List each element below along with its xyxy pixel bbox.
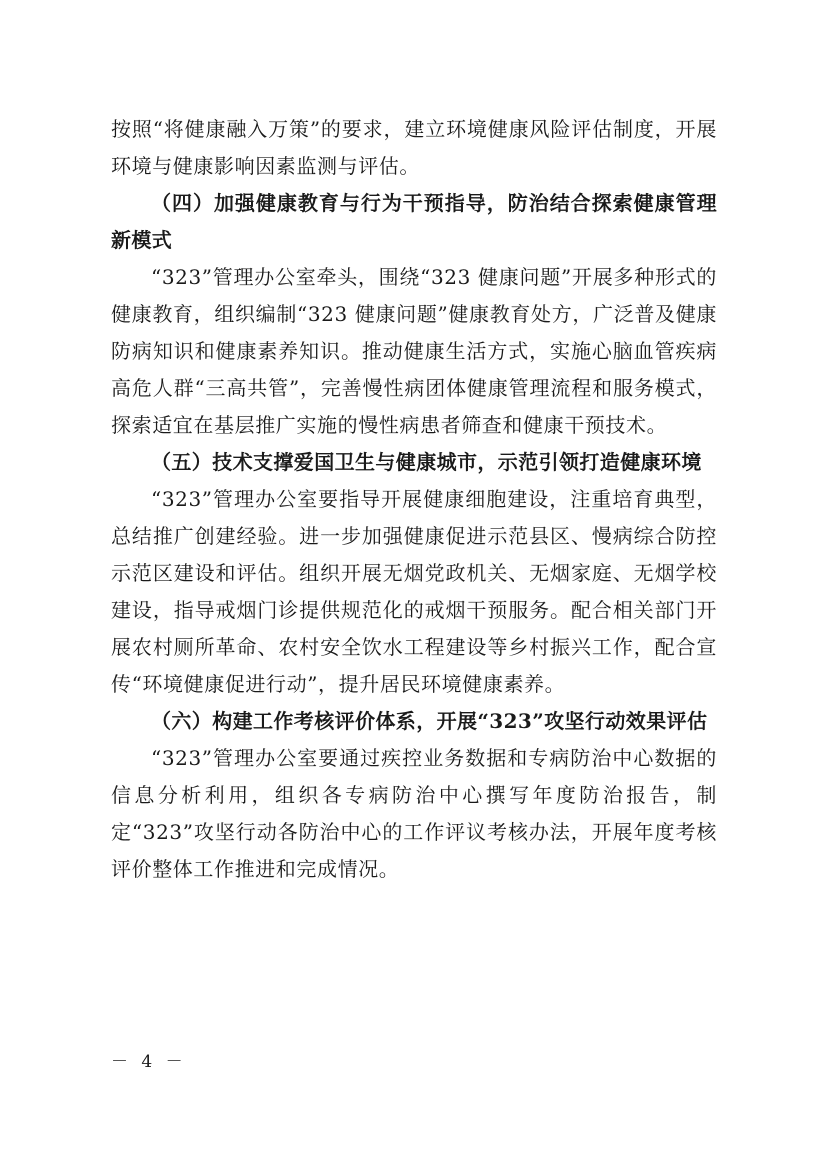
body-paragraph: “323”管理办公室要指导开展健康细胞建设，注重培育典型，总结推广创建经验。进一步加强健康促进示范县区、慢病综合防控示范区建设和评估。组织开展无烟党政机关、无烟家庭、无烟学校建设，指导戒烟门诊提供规范化的戒烟干预服务。配合相关部门开展农村厕所革命、农村安全饮水工程建设等乡村振兴工作，配合宣传“环境健康促进行动”，提升居民环境健康素养。 xyxy=(111,487,717,696)
section-heading-five: （五）技术支撑爱国卫生与健康城市，示范引领打造健康环境 xyxy=(151,450,702,474)
section-heading-six: （六）构建工作考核评价体系，开展“323”攻坚行动效果评估 xyxy=(151,709,708,733)
body-paragraph: “323”管理办公室牵头，围绕“323 健康问题”开展多种形式的健康教育，组织编制“323 健康问题”健康教育处方，广泛普及健康防病知识和健康素养知识。推动健康生活方式，实施心脑血管疾病高危人群“三高共管”，完善慢性病团体健康管理流程和服务模式，探索适宜在基层推广实施的慢性病患者筛查和健康干预技术。 xyxy=(111,265,717,437)
section-heading-four: （四）加强健康教育与行为干预指导，防治结合探索健康管理新模式 xyxy=(111,191,717,252)
document-body xyxy=(111,111,717,888)
body-paragraph: “323”管理办公室要通过疾控业务数据和专病防治中心数据的信息分析利用，组织各专病防治中心撰写年度防治报告，制定“323”攻坚行动各防治中心的工作评议考核办法，开展年度考核评价整体工作推进和完成情况。 xyxy=(111,746,717,881)
body-paragraph-continuation: 按照“将健康融入万策”的要求，建立环境健康风险评估制度，开展环境与健康影响因素监测与评估。 xyxy=(111,117,717,178)
page-number: － 4 － xyxy=(111,1052,187,1072)
